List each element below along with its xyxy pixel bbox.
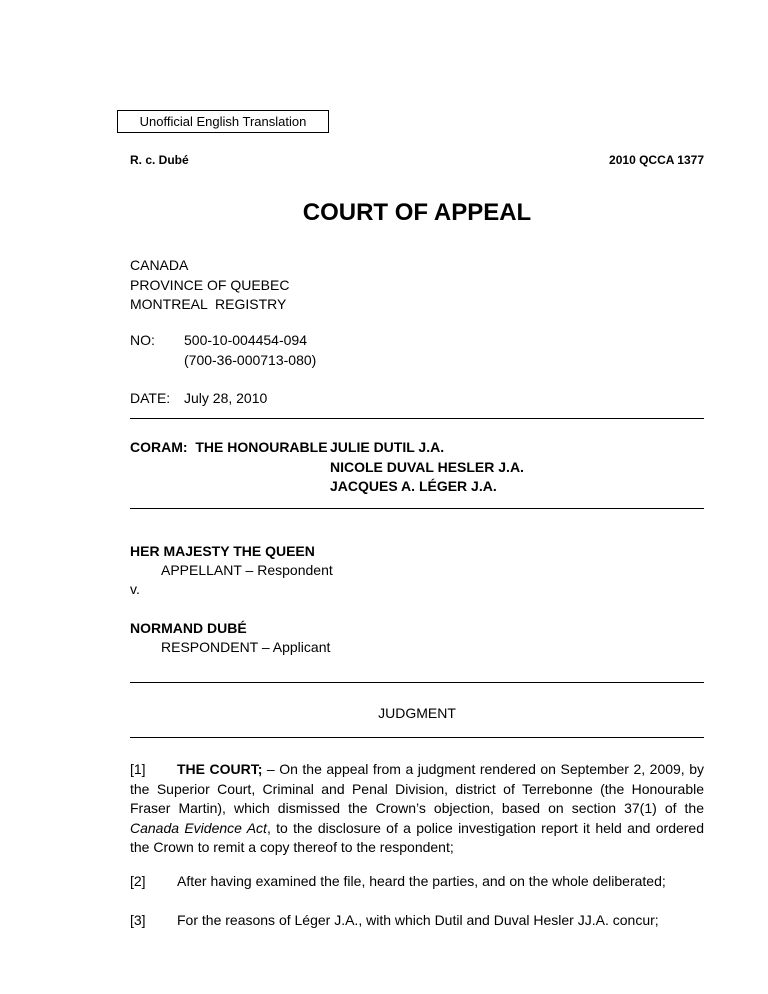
judgment-title: JUDGMENT: [378, 705, 456, 721]
jurisdiction: [130, 256, 289, 315]
paragraph-text: After having examined the file, heard the parties, and on the whole deliberated;: [177, 873, 666, 889]
jurisdiction-country: CANADA: [130, 257, 189, 273]
jurisdiction-province: PROVINCE OF QUEBEC: [130, 276, 290, 293]
coram-label: CORAM: THE HONOURABLE: [130, 439, 328, 455]
file-numbers: [184, 331, 316, 370]
court-title: COURT OF APPEAL: [302, 199, 532, 226]
paragraph-lead: THE COURT;: [177, 761, 263, 777]
judge: JACQUES A. LÉGER J.A.: [330, 478, 497, 494]
divider: [130, 418, 704, 419]
paragraph-1: [130, 760, 704, 858]
jurisdiction-registry: MONTREAL REGISTRY: [130, 296, 287, 312]
versus: v.: [130, 581, 140, 597]
date-value: July 28, 2010: [184, 390, 268, 406]
case-name: R. c. Dubé: [130, 153, 189, 167]
respondent-name: NORMAND DUBÉ: [130, 620, 247, 636]
judge: JULIE DUTIL J.A.: [330, 439, 445, 455]
citation: 2010 QCCA 1377: [609, 153, 704, 167]
divider: [130, 508, 704, 509]
paragraph-2: [130, 872, 704, 892]
divider: [130, 682, 704, 683]
appellant-name: HER MAJESTY THE QUEEN: [130, 543, 315, 559]
divider: [130, 737, 704, 738]
paragraph-number: [2]: [130, 873, 146, 889]
statute-name: Canada Evidence Act: [130, 819, 267, 836]
translation-note: Unofficial English Translation: [117, 110, 329, 133]
coram-judges: [330, 438, 524, 497]
paragraph-number: [3]: [130, 912, 146, 928]
file-number-label: NO:: [130, 332, 155, 348]
paragraph-number: [1]: [130, 761, 146, 777]
date-label: DATE:: [130, 390, 171, 406]
file-number-lower: (700-36-000713-080): [184, 351, 317, 368]
appellant-role: APPELLANT – Respondent: [161, 562, 333, 578]
file-number: 500-10-004454-094: [184, 332, 307, 348]
judge: NICOLE DUVAL HESLER J.A.: [330, 458, 524, 475]
respondent-role: RESPONDENT – Applicant: [161, 639, 331, 655]
paragraph-3: [130, 911, 704, 931]
paragraph-text: , to the disclosure of a police investigation report it held and ordered the Crown to remit a copy thereof to the respondent;: [130, 819, 704, 855]
paragraph-text: For the reasons of Léger J.A., with which Dutil and Duval Hesler JJ.A. concur;: [177, 912, 659, 928]
paragraph-text: – On the appeal from a judgment rendered on September 2, 2009, by the Superior Court, Criminal and Penal Division, district of Terrebonne (the Honourable Fraser Martin), which dismissed the Crown’s objection, based on section 37(1) of the: [130, 761, 704, 816]
